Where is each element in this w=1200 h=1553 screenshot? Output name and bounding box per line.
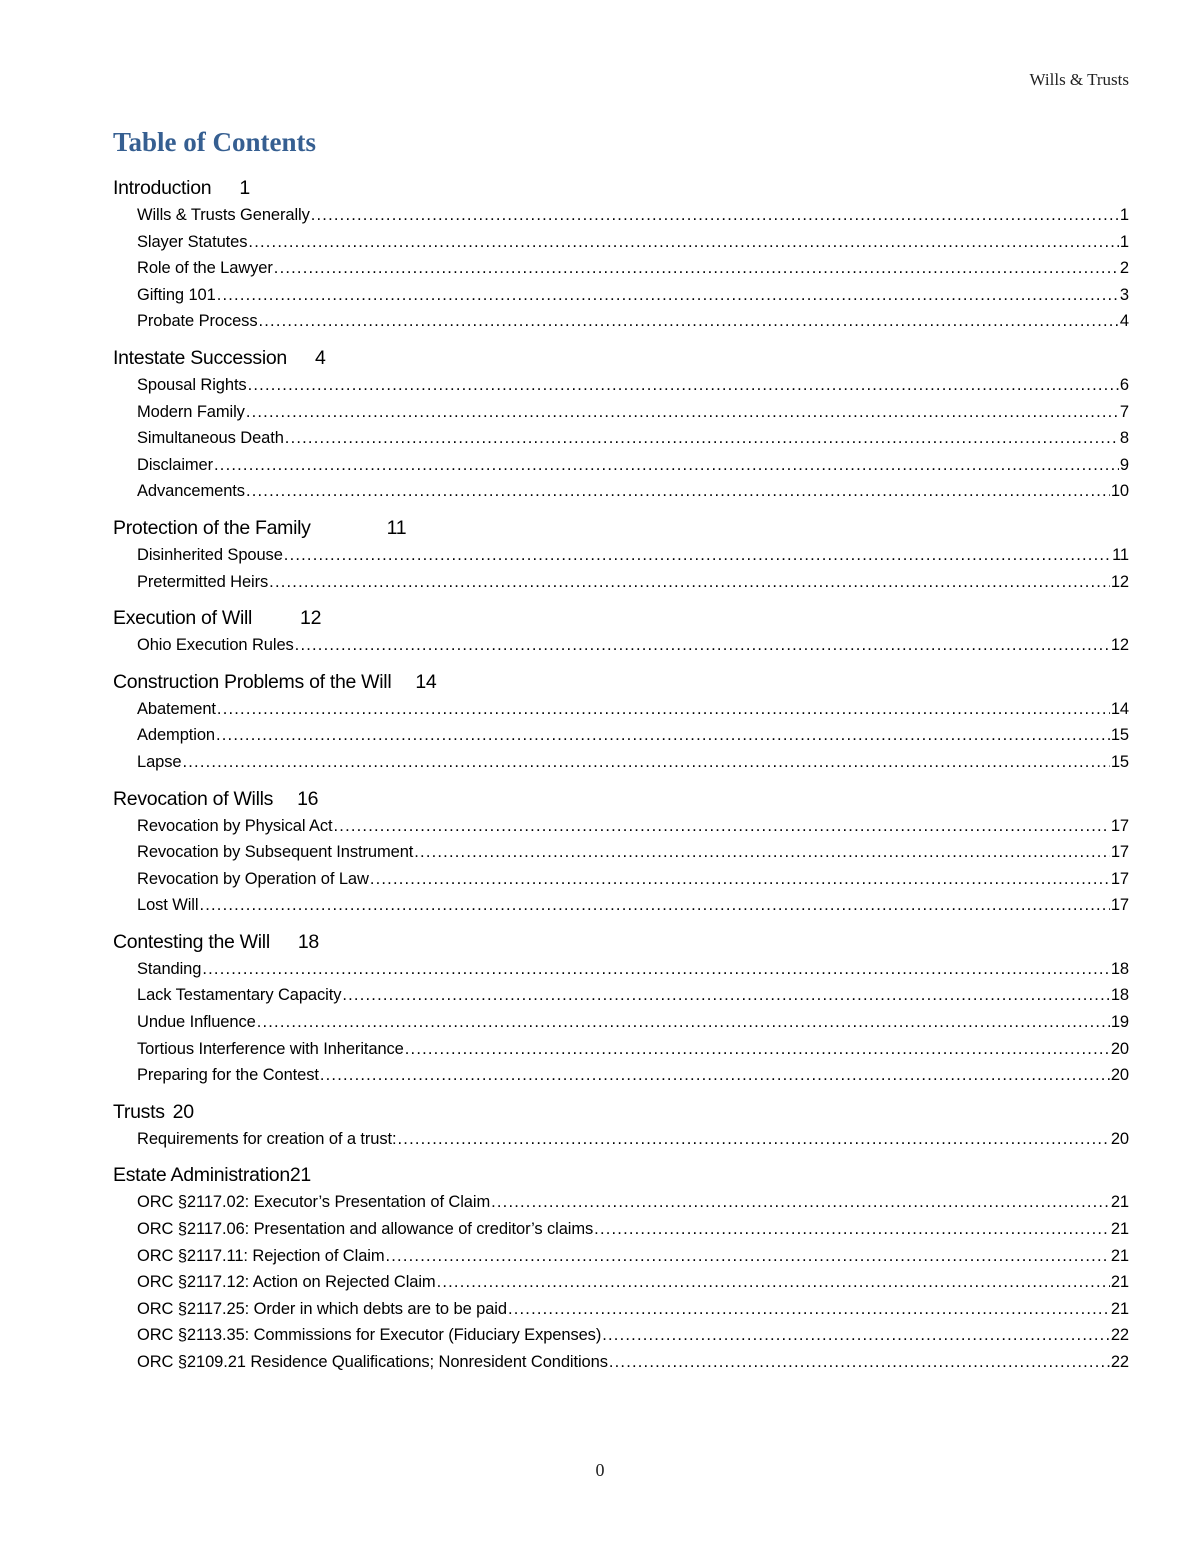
toc-entry-page: 9 [1119, 455, 1129, 474]
dot-leader [257, 1009, 1110, 1036]
toc-entry[interactable] [137, 892, 1129, 919]
dot-leader [246, 478, 1110, 505]
toc-section-heading[interactable] [113, 344, 1129, 372]
toc-entry-label: Tortious Interference with Inheritance [137, 1039, 404, 1058]
toc-section-page: 16 [297, 787, 319, 810]
dot-leader [202, 956, 1110, 983]
toc-entry-page: 15 [1110, 752, 1129, 771]
dot-leader [508, 1296, 1110, 1323]
toc-section-heading[interactable] [113, 785, 1129, 813]
toc-entry-label: Revocation by Physical Act [137, 816, 333, 835]
dot-leader [491, 1189, 1110, 1216]
dot-leader [609, 1349, 1110, 1376]
toc-entry-label: Slayer Statutes [137, 232, 248, 251]
dot-leader [248, 229, 1119, 256]
toc-section-heading[interactable] [113, 174, 1129, 202]
toc-section-page: 4 [314, 346, 326, 369]
toc-entry-page: 21 [1110, 1220, 1129, 1239]
toc-entry-label: Standing [137, 959, 202, 978]
toc-entry-page: 17 [1110, 843, 1129, 862]
toc-section-title: Intestate Succession [113, 346, 287, 369]
toc-section [113, 604, 1129, 659]
toc-entry-label: ORC §2113.35: Commissions for Executor (Fiduciary Expenses) [137, 1326, 602, 1345]
toc-entry-page: 21 [1110, 1193, 1129, 1212]
dot-leader [398, 1126, 1110, 1153]
toc-entry-page: 1 [1119, 232, 1129, 251]
toc-section-heading[interactable] [113, 668, 1129, 696]
toc-section-heading[interactable] [113, 1098, 1129, 1126]
toc-entry-page: 22 [1110, 1353, 1129, 1371]
toc-section [113, 514, 1129, 595]
toc-entry-label: Ohio Execution Rules [137, 636, 294, 655]
dot-leader [269, 569, 1110, 596]
toc-entry-label: Revocation by Subsequent Instrument [137, 843, 414, 862]
toc-entry-page: 22 [1110, 1326, 1129, 1345]
toc-section-page: 1 [239, 177, 250, 199]
dot-leader [182, 749, 1109, 776]
toc-entry[interactable] [137, 632, 1129, 659]
toc-entry[interactable] [137, 1243, 1129, 1270]
toc-section-page: 18 [297, 930, 319, 953]
toc-entry[interactable] [137, 478, 1129, 505]
toc-entry[interactable] [137, 749, 1129, 776]
toc-section-title: Contesting the Will [113, 930, 270, 953]
toc-entry-label: Probate Process [137, 312, 258, 331]
dot-leader [405, 1036, 1110, 1063]
toc-entry-label: Abatement [137, 699, 216, 718]
toc-entry-label: Undue Influence [137, 1013, 256, 1032]
toc-section-title: Construction Problems of the Will [113, 670, 392, 693]
toc-entry-page: 17 [1110, 896, 1129, 915]
dot-leader [370, 866, 1110, 893]
toc-entry-page: 21 [1110, 1299, 1129, 1318]
toc-entry[interactable] [137, 982, 1129, 1009]
toc-entry-page: 8 [1119, 429, 1129, 448]
toc-section-title: Revocation of Wills [113, 787, 274, 810]
toc-entry[interactable] [137, 839, 1129, 866]
dot-leader [285, 425, 1119, 452]
toc-entry[interactable] [137, 1009, 1129, 1036]
toc-section [113, 1098, 1129, 1153]
toc-entry-page: 12 [1110, 636, 1129, 655]
toc-section [113, 1161, 1129, 1375]
toc-entry-page: 21 [1110, 1273, 1129, 1292]
toc-entry-page: 1 [1119, 206, 1129, 224]
toc-entry-label: ORC §2117.12: Action on Rejected Claim [137, 1273, 436, 1292]
toc-section [113, 928, 1129, 1089]
toc-entry[interactable] [137, 569, 1129, 596]
toc-section [113, 785, 1129, 919]
toc-entry[interactable] [137, 956, 1129, 983]
toc-entry-page: 4 [1119, 312, 1129, 331]
toc-entry-page: 15 [1110, 726, 1129, 745]
toc-entry-label: Spousal Rights [137, 375, 247, 394]
toc-entry[interactable] [137, 1036, 1129, 1063]
toc-entry[interactable] [137, 866, 1129, 893]
toc-entry-page: 7 [1119, 402, 1129, 421]
dot-leader [199, 892, 1109, 919]
toc-section-title: Introduction [113, 177, 212, 199]
toc-entry-label: Advancements [137, 482, 245, 501]
toc-entry-label: Wills & Trusts Generally [137, 206, 310, 224]
toc-section-page: 12 [300, 607, 322, 630]
toc-entry[interactable] [137, 1216, 1129, 1243]
toc-entry[interactable] [137, 1062, 1129, 1089]
toc-entry-page: 18 [1110, 986, 1129, 1005]
toc-entry-label: Modern Family [137, 402, 245, 421]
toc-entry[interactable] [137, 202, 1129, 229]
toc-entry-label: ORC §2109.21 Residence Qualifications; Nonresident Conditions [137, 1353, 608, 1371]
toc-entry-label: Lapse [137, 752, 182, 771]
toc-section-title: Protection of the Family [113, 516, 311, 539]
toc-section [113, 668, 1129, 776]
toc-entry-label: ORC §2117.02: Executor’s Presentation of Claim [137, 1193, 491, 1212]
toc-entry-page: 20 [1110, 1039, 1129, 1058]
toc-entry-label: Disclaimer [137, 455, 214, 474]
dot-leader [217, 696, 1110, 723]
dot-leader [246, 399, 1119, 426]
toc-section-heading[interactable] [113, 604, 1129, 632]
toc-section [113, 174, 1129, 335]
dot-leader [216, 722, 1110, 749]
toc-entry-label: Role of the Lawyer [137, 259, 273, 278]
dot-leader [258, 308, 1118, 335]
toc-entry[interactable] [137, 1189, 1129, 1216]
dot-leader [342, 982, 1109, 1009]
toc-entry[interactable] [137, 308, 1129, 335]
toc-entry[interactable] [137, 399, 1129, 426]
dot-leader [274, 255, 1119, 282]
dot-leader [414, 839, 1110, 866]
toc-section-heading[interactable] [113, 928, 1129, 956]
toc-entry-label: Preparing for the Contest [137, 1066, 319, 1085]
toc-entry-label: ORC §2117.06: Presentation and allowance of creditor’s claims [137, 1220, 594, 1239]
toc-entry[interactable] [137, 282, 1129, 309]
dot-leader [311, 202, 1119, 229]
toc-entry-label: Revocation by Operation of Law [137, 869, 369, 888]
toc-entry[interactable] [137, 372, 1129, 399]
toc-title: Table of Contents [113, 127, 317, 157]
toc-entry-label: ORC §2117.11: Rejection of Claim [137, 1246, 385, 1265]
dot-leader [320, 1062, 1110, 1089]
dot-leader [295, 632, 1110, 659]
toc-entry-label: Gifting 101 [137, 285, 216, 304]
toc-entry-label: Disinherited Spouse [137, 545, 283, 564]
toc-entry-page: 12 [1110, 572, 1129, 591]
footer-page-number: 0 [595, 1460, 605, 1480]
toc-entry[interactable] [137, 1269, 1129, 1296]
dot-leader [385, 1243, 1109, 1270]
toc-entry-label: Pretermitted Heirs [137, 572, 269, 591]
toc-entry-page: 11 [1112, 545, 1129, 564]
toc-entry-label: Ademption [137, 726, 215, 745]
toc-entry-page: 2 [1119, 259, 1129, 278]
toc-entry-page: 17 [1110, 869, 1129, 888]
toc-entry-page: 18 [1110, 959, 1129, 978]
dot-leader [284, 542, 1111, 569]
toc-entry-page: 21 [1110, 1246, 1129, 1265]
table-of-contents [113, 174, 1129, 1385]
toc-section-page: 11 [386, 516, 407, 539]
dot-leader [334, 813, 1110, 840]
toc-section-heading[interactable] [113, 1161, 1129, 1189]
toc-entry[interactable] [137, 813, 1129, 840]
toc-entry-page: 6 [1119, 375, 1129, 394]
toc-section-title: Estate Administration [113, 1164, 290, 1187]
toc-entry-page: 14 [1110, 699, 1129, 718]
toc-entry-page: 19 [1110, 1013, 1129, 1032]
dot-leader [248, 372, 1119, 399]
toc-section [113, 344, 1129, 505]
toc-entry[interactable] [137, 452, 1129, 479]
toc-section-page: 20 [172, 1100, 194, 1123]
toc-entry[interactable] [137, 1296, 1129, 1323]
toc-entry[interactable] [137, 425, 1129, 452]
dot-leader [594, 1216, 1110, 1243]
dot-leader [217, 282, 1119, 309]
toc-entry-label: Requirements for creation of a trust: [137, 1129, 397, 1148]
toc-entry[interactable] [137, 722, 1129, 749]
toc-entry[interactable] [137, 1126, 1129, 1153]
toc-entry[interactable] [137, 1349, 1129, 1376]
toc-entry-label: Lack Testamentary Capacity [137, 986, 342, 1005]
toc-entry[interactable] [137, 696, 1129, 723]
toc-entry-label: Simultaneous Death [137, 429, 284, 448]
toc-entry[interactable] [137, 255, 1129, 282]
toc-section-page: 14 [415, 670, 437, 693]
dot-leader [214, 452, 1119, 479]
toc-section-title: Trusts [113, 1100, 165, 1123]
dot-leader [602, 1322, 1110, 1349]
toc-entry-label: Lost Will [137, 896, 199, 915]
dot-leader [437, 1269, 1110, 1296]
toc-entry-page: 10 [1110, 482, 1129, 501]
toc-entry-page: 20 [1110, 1066, 1129, 1085]
toc-section-page: 21 [289, 1164, 311, 1187]
toc-entry-page: 20 [1110, 1129, 1129, 1148]
running-header: Wills & Trusts [1029, 70, 1129, 89]
toc-entry-page: 17 [1110, 816, 1129, 835]
toc-entry[interactable] [137, 542, 1129, 569]
toc-entry[interactable] [137, 229, 1129, 256]
toc-entry-label: ORC §2117.25: Order in which debts are to be paid [137, 1299, 507, 1318]
toc-section-heading[interactable] [113, 514, 1129, 542]
toc-entry[interactable] [137, 1322, 1129, 1349]
toc-entry-page: 3 [1119, 285, 1129, 304]
toc-section-title: Execution of Will [113, 607, 253, 630]
